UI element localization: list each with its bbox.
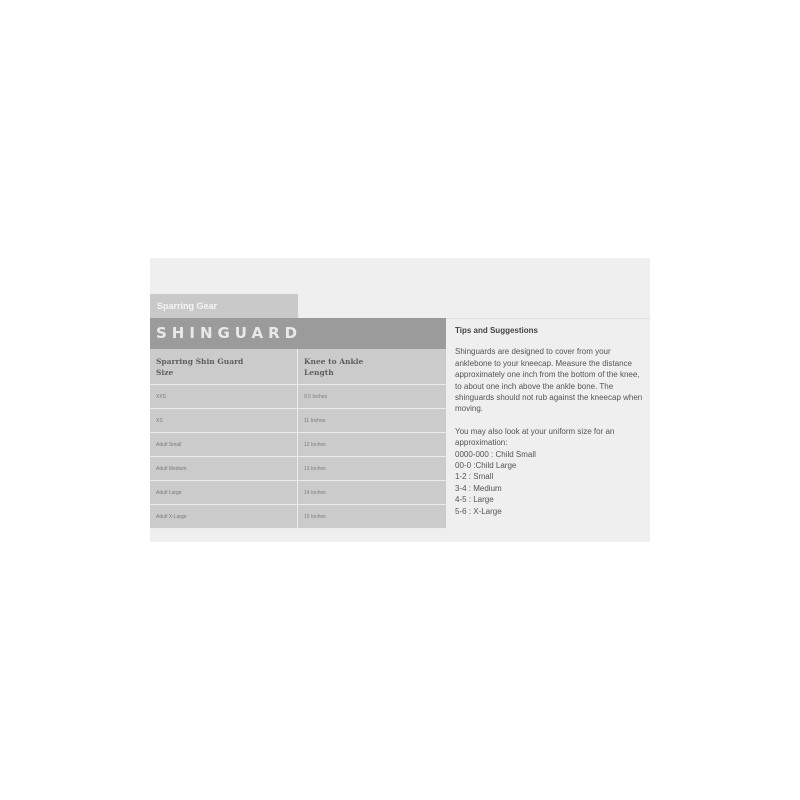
table-row — [150, 409, 446, 433]
row-size: XXS — [150, 385, 298, 408]
row-length: 12 Inches — [304, 442, 326, 448]
row-size: XS — [150, 409, 298, 432]
header-size-line1: Sparring Shin Guard — [156, 357, 244, 366]
table-row — [150, 433, 446, 457]
row-size: Adult X-Large — [150, 505, 298, 528]
table-row — [150, 481, 446, 505]
banner-title: SHINGUARD — [156, 324, 303, 342]
header-size-line2: Size — [156, 368, 174, 377]
uniform-size-item: 1-2 : Small — [455, 472, 494, 482]
header-length — [298, 349, 446, 384]
row-length: 11 Inches — [304, 418, 326, 424]
tab-label: Sparring Gear — [157, 301, 218, 311]
header-length-line1: Knee to Ankle — [304, 357, 364, 366]
tips-paragraph: Shinguards are designed to cover from your anklebone to your kneecap. Measure the distance approximately one inch from the bottom of the knee, to about one inch above the ankle bone. The shinguards should not rub against the kneecap when moving. — [455, 347, 643, 414]
row-length: 14 Inches — [304, 490, 326, 496]
row-size: Adult Large — [150, 481, 298, 504]
row-length: 15 Inches — [304, 514, 326, 520]
size-table — [150, 318, 446, 529]
row-length: 9.5 Inches — [304, 394, 328, 400]
uniform-size-item: 3-4 : Medium — [455, 483, 502, 493]
uniform-size-intro: You may also look at your uniform size for an approximation: — [455, 426, 615, 448]
row-size: Adult Small — [150, 433, 298, 456]
row-size: Adult Medium — [150, 457, 298, 480]
uniform-size-item: 0000-000 : Child Small — [455, 449, 536, 459]
table-header-row — [150, 349, 446, 385]
row-length: 13 Inches — [304, 466, 326, 472]
table-row — [150, 505, 446, 529]
tab-sparring-gear[interactable] — [150, 294, 298, 318]
tips-title: Tips and Suggestions — [455, 326, 538, 335]
size-chart-panel — [150, 258, 650, 542]
table-row — [150, 385, 446, 409]
table-row — [150, 457, 446, 481]
table-banner — [150, 318, 446, 349]
tips-section — [446, 318, 650, 517]
uniform-size-item: 5-6 : X-Large — [455, 506, 502, 516]
uniform-size-item: 4-5 : Large — [455, 495, 494, 505]
header-length-line2: Length — [304, 368, 334, 377]
uniform-size-item: 00-0 :Child Large — [455, 461, 517, 471]
header-size — [150, 349, 298, 384]
